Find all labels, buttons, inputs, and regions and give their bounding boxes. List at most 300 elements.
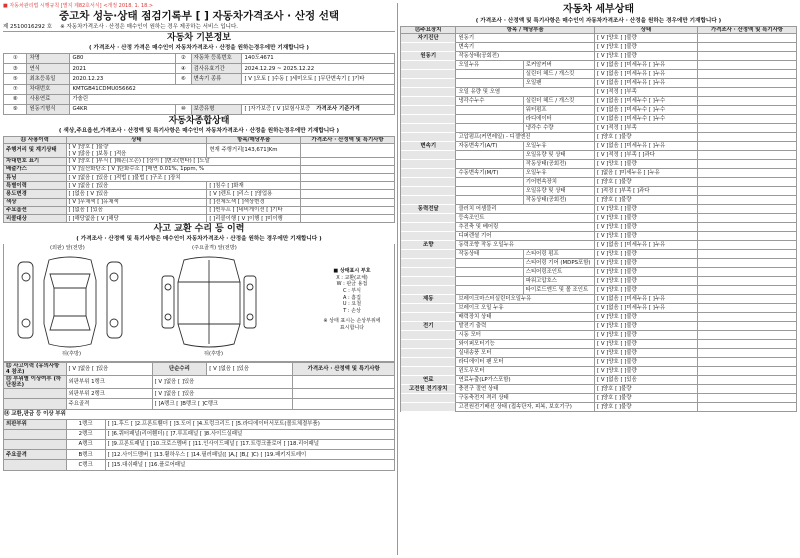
status-item: 특별이력 xyxy=(4,182,67,190)
doc-description: ※ 자동차가격조사 · 산정은 매수인이 원하는 경우 제공하는 서비스 입니다. xyxy=(60,24,239,30)
detail-subitem: 작동상태(공회전) xyxy=(523,160,594,169)
detail-item: 수동변속기(M/T) xyxy=(456,169,523,178)
basic-info-note: ( 가격조사 · 산정 가격은 매수인이 자동차가격조사 · 산정을 원하는경우에만 기재합니다 ) xyxy=(89,45,309,51)
detail-item xyxy=(456,106,523,115)
detail-item: 작동상태(공회전) xyxy=(456,52,595,61)
detail-row xyxy=(401,169,797,178)
detail-item: 추진축 및 베어링 xyxy=(456,223,595,232)
price-note-cell xyxy=(697,43,796,52)
legend-line: A : 흠집 xyxy=(343,294,361,301)
price-note-cell xyxy=(697,349,796,358)
detail-row xyxy=(401,304,797,313)
detail-state: [ V ]양호 [ ]불량 xyxy=(595,268,698,277)
detail-row xyxy=(401,277,797,286)
overall-status-row xyxy=(4,174,395,182)
price-note-cell xyxy=(697,385,796,394)
overall-header-state: 상태 xyxy=(66,137,207,144)
accident-value: [ V ]없음 [ ]있음 xyxy=(152,389,293,399)
overall-status-row xyxy=(4,165,395,173)
detail-item: 브레이크 오일 누유 xyxy=(456,304,595,313)
overall-status-table xyxy=(3,136,395,223)
accident-summary-table xyxy=(3,362,395,409)
status-value: [ V ]일산화탄소 [ V ]탄화수소 [ ]매연 0.01%, 1ppm, % xyxy=(66,165,301,173)
device-group: 제동 xyxy=(401,295,456,304)
basic-info-row xyxy=(4,54,395,64)
price-note-cell xyxy=(697,205,796,214)
price-note-cell xyxy=(697,142,796,151)
price-note-cell xyxy=(697,313,796,322)
exchange-row xyxy=(4,439,395,449)
detail-header-state: 상태 xyxy=(595,27,698,34)
detail-status-table xyxy=(400,26,797,412)
device-group xyxy=(401,196,456,205)
detail-subitem: 실린더 헤드 / 개스킷 xyxy=(523,70,594,79)
status-item: 용도변경 xyxy=(4,190,67,198)
status-value: [ V ]무채색 [ ]유채색 xyxy=(66,198,207,206)
detail-item: 브레이크마스터실린더오일누유 xyxy=(456,295,595,304)
detail-item xyxy=(456,277,523,286)
exchange-title: ⑭ 교환,판금 등 이상 부위 xyxy=(3,410,395,419)
overall-status-row xyxy=(4,190,395,198)
overall-header-part: 항목/해당부품 xyxy=(207,137,301,144)
field-value: G80 xyxy=(70,54,176,64)
accident-part: 외판부위 1랭크 xyxy=(66,376,152,389)
price-note-cell xyxy=(697,304,796,313)
basic-info-row xyxy=(4,104,395,114)
price-note-cell xyxy=(697,394,796,403)
detail-item: 와이퍼모터기능 xyxy=(456,340,595,349)
field-label: 차대번호 xyxy=(27,84,70,94)
exchange-rank: 2랭크 xyxy=(66,429,105,439)
detail-row xyxy=(401,196,797,205)
field-value: 2024.12.29 ~ 2025.12.22 xyxy=(242,64,395,74)
accident-price-label: 가격조사 · 산정액 및 특기사항 xyxy=(293,363,395,376)
price-note-cell xyxy=(697,52,796,61)
accident-label: 단순수리 xyxy=(152,363,207,376)
status-item: 주행거리 및 계기상태 xyxy=(4,144,67,157)
detail-state: [ V ]양호 [ ]불량 xyxy=(595,322,698,331)
exchange-category xyxy=(4,439,67,449)
device-group xyxy=(401,61,456,70)
device-group xyxy=(401,133,456,142)
detail-item: 동력조향 작동 오일누유 xyxy=(456,241,595,250)
exchange-row xyxy=(4,450,395,460)
detail-state: [ V ]없음 [ ]미세누유 [ ]누유 xyxy=(595,142,698,151)
device-group xyxy=(401,223,456,232)
device-group xyxy=(401,304,456,313)
detail-row xyxy=(401,349,797,358)
device-group xyxy=(401,70,456,79)
overall-status-note: ( 색상,주요옵션,가격조사 · 산정액 및 특기사항은 매수인이 자동차가격조사 · 산정을 원하는경우에만 기재합니다 ) xyxy=(58,128,340,135)
legend-line: X : 교환(교체) xyxy=(336,274,368,281)
overall-status-row xyxy=(4,157,395,165)
detail-row xyxy=(401,142,797,151)
status-value: [ ]해당없음 [ V ]해당 xyxy=(66,215,207,223)
device-group xyxy=(401,250,456,259)
detail-state: [ ]없음 [ ]미세누유 [ ]누유 xyxy=(595,169,698,178)
price-note-cell xyxy=(697,250,796,259)
device-group xyxy=(401,178,456,187)
status-value: [ V ]양호 [ ]부식 [ ]훼손(오손) [ ]상이 [ ]변조(변타) [ ]도말 xyxy=(66,157,301,165)
detail-row xyxy=(401,394,797,403)
detail-subitem: 냉각수 수량 xyxy=(523,124,594,133)
device-group xyxy=(401,43,456,52)
accident-row xyxy=(4,363,395,376)
price-note-cell xyxy=(697,124,796,133)
detail-state: [ V ]적정 [ ]부족 xyxy=(595,124,698,133)
detail-item xyxy=(456,259,523,268)
detail-header-item: 항목 / 해당부품 xyxy=(456,27,595,34)
detail-row xyxy=(401,151,797,160)
detail-state: [ V ]양호 [ ]불량 xyxy=(595,286,698,295)
exchange-parts: [ ]9.프론트패널 [ ]10.크로스멤버 [ ]11.인사이드패널 [ ]17.트렁크플로어 [ ]18.리어패널 xyxy=(105,439,394,449)
detail-row xyxy=(401,205,797,214)
detail-state: [ V ]없음 [ ]미세누수 [ ]누수 xyxy=(595,106,698,115)
exchange-category: 주요골격 xyxy=(4,450,67,460)
accident-row xyxy=(4,389,395,399)
price-note-cell xyxy=(697,241,796,250)
device-group xyxy=(401,151,456,160)
detail-subitem: 실린더 헤드 / 개스킷 xyxy=(523,97,594,106)
exchange-rank: 1랭크 xyxy=(66,419,105,429)
exchange-row xyxy=(4,419,395,429)
overall-status-row xyxy=(4,206,395,214)
accident-value: [ V ]없음 [ ]있음 xyxy=(152,376,293,389)
field-value: KMTGB41CDMU056662 xyxy=(70,84,395,94)
price-note-cell xyxy=(301,157,395,165)
device-group xyxy=(401,124,456,133)
legend-line: W : 판금 용접 xyxy=(336,281,368,288)
detail-row xyxy=(401,70,797,79)
status-item: 리콜대상 xyxy=(4,215,67,223)
device-group: 조향 xyxy=(401,241,456,250)
detail-row xyxy=(401,115,797,124)
field-value: 2020.12.23 xyxy=(70,74,176,84)
accident-part: 주요골격 xyxy=(66,399,152,409)
detail-state: [ V ]양호 [ ]불량 xyxy=(595,52,698,61)
price-note-cell xyxy=(697,178,796,187)
status-legend xyxy=(322,268,382,331)
device-group xyxy=(401,358,456,367)
detail-row xyxy=(401,340,797,349)
price-note-cell xyxy=(697,322,796,331)
overall-header-price: 가격조사 · 산정액 및 특기사항 xyxy=(301,137,395,144)
row-number: ① xyxy=(4,54,27,64)
detail-row xyxy=(401,295,797,304)
detail-item: 고압펌프(커먼레일) - 디젤엔진 xyxy=(456,133,595,142)
accident-row xyxy=(4,399,395,409)
device-group: 원동기 xyxy=(401,52,456,61)
field-label: 변속기 종류 xyxy=(191,74,242,84)
detail-item: 오일누유 xyxy=(456,61,523,70)
detail-state: [ V ]양호 [ ]불량 xyxy=(595,223,698,232)
device-group xyxy=(401,88,456,97)
accident-value: [ V ]없음 [ ]있음 xyxy=(207,363,293,376)
detail-item: 시동 모터 xyxy=(456,331,595,340)
detail-row xyxy=(401,52,797,61)
detail-item xyxy=(456,187,523,196)
price-note-cell xyxy=(697,169,796,178)
field-label: 사용연료 xyxy=(27,94,70,104)
price-note-cell xyxy=(697,115,796,124)
field-label: 검사유효기간 xyxy=(191,64,242,74)
accident-history-note: ( 가격조사 · 산정액 및 특기사항은 매수인이 자동차가격조사 · 산정을 원하는 경우에만 기재합니다 ) xyxy=(76,236,322,243)
price-note-cell xyxy=(301,144,395,157)
price-note-cell xyxy=(697,196,796,205)
frame-rear-label: 뒤(후방) xyxy=(204,351,224,358)
price-note-cell xyxy=(697,277,796,286)
exchange-parts: [ ]1.후드 [ ]2.프론트휀더 [ ]3.도어 [ ]4.트렁크리드 [ ]5.라디에이터서포트(볼트체결부품) xyxy=(105,419,394,429)
detail-state: [ V ]양호 [ ]불량 xyxy=(595,340,698,349)
exchange-parts: [ ]15.대쉬패널 [ ]16.플로어패널 xyxy=(105,460,394,470)
exchange-category: 외판부위 xyxy=(4,419,67,429)
detail-state: [ V ]없음 [ ]미세누유 [ ]누유 xyxy=(595,304,698,313)
row-number: ④ xyxy=(176,64,192,74)
field-value: [ V ]오토 [ ]수동 [ ]세미오토 [ ]무단변속기 [ ]기타 xyxy=(242,74,395,84)
device-group xyxy=(401,331,456,340)
price-note-cell xyxy=(301,174,395,182)
row-number: ⑧ xyxy=(4,94,27,104)
detail-item: 작동상태 xyxy=(456,250,523,259)
detail-subitem: 오일누유 xyxy=(523,169,594,178)
basic-info-row xyxy=(4,94,395,104)
overall-status-row xyxy=(4,182,395,190)
left-column xyxy=(3,3,395,555)
detail-item: 발전기 출력 xyxy=(456,322,595,331)
accident-label: ⑬ 부위별 이상여부 (하단참조) xyxy=(4,376,67,389)
device-group xyxy=(401,277,456,286)
overall-status-title: 자동차종합상태 xyxy=(168,116,230,127)
field-value: G4KR xyxy=(70,104,176,114)
legend-line: T : 손상 xyxy=(343,307,361,314)
detail-row xyxy=(401,61,797,70)
detail-status-note: ( 가격조사 · 산정액 및 특기사항은 매수인이 자동차가격조사 · 산정을 원하는 경우에만 기재합니다 ) xyxy=(475,18,722,24)
detail-row xyxy=(401,232,797,241)
detail-row xyxy=(401,223,797,232)
detail-item: 구동축전지 격리 상태 xyxy=(456,394,595,403)
device-group xyxy=(401,79,456,88)
detail-row xyxy=(401,367,797,376)
price-note-cell xyxy=(697,286,796,295)
detail-state: [ V ]양호 [ ]불량 xyxy=(595,43,698,52)
detail-state: [ V ]양호 [ ]불량 xyxy=(595,34,698,43)
device-group xyxy=(401,259,456,268)
detail-item xyxy=(456,151,523,160)
detail-row xyxy=(401,286,797,295)
detail-row xyxy=(401,106,797,115)
field-label: 자동차 등록번호 xyxy=(191,54,242,64)
detail-state: [ ]양호 [ ]불량 xyxy=(595,385,698,394)
detail-item: 라디에이터 팬 모터 xyxy=(456,358,595,367)
detail-state: [ V ]없음 [ ]미세누유 [ ]누유 xyxy=(595,61,698,70)
status-item: 배출가스 xyxy=(4,165,67,173)
outer-rear-label: 뒤(후방) xyxy=(62,351,82,358)
field-label: 가격조사 기준가격 xyxy=(316,106,360,113)
device-group xyxy=(401,349,456,358)
price-note-cell xyxy=(301,182,395,190)
outer-panel-car-icon xyxy=(18,257,122,347)
exchange-parts-table xyxy=(3,419,395,471)
detail-row xyxy=(401,97,797,106)
status-value: [ V ]없음 [ ]있음 [ ]적법 [ ]불법 [ ]구조 [ ]장치 xyxy=(66,174,301,182)
overall-status-row xyxy=(4,215,395,223)
detail-subitem: 파워고압호스 xyxy=(523,277,594,286)
field-value: [ ]자가보증 [ V ]보험사보증 xyxy=(244,106,311,113)
detail-state: [ ]양호 [ ]불량 xyxy=(595,133,698,142)
accident-row xyxy=(4,376,395,389)
detail-item xyxy=(456,124,523,133)
price-note-cell xyxy=(697,376,796,385)
detail-state: [ ]양호 [ ]불량 xyxy=(595,394,698,403)
device-group xyxy=(401,394,456,403)
detail-state: [ V ]없음 [ ]미세누유 [ ]누유 xyxy=(595,70,698,79)
status-item: 튜닝 xyxy=(4,174,67,182)
detail-row xyxy=(401,250,797,259)
price-note-cell xyxy=(697,88,796,97)
accident-value: [ V ]없음 [ ]있음 xyxy=(66,363,152,376)
device-group: 동력전달 xyxy=(401,205,456,214)
device-group xyxy=(401,115,456,124)
detail-state: [ ]양호 [ ]불량 xyxy=(595,403,698,412)
price-note-cell xyxy=(697,106,796,115)
doc-number: 제 2510016292 호 xyxy=(3,24,53,30)
price-note-cell xyxy=(301,190,395,198)
status-part: [ ]전체도색 [ ]색상변경 xyxy=(207,198,301,206)
detail-row xyxy=(401,376,797,385)
status-part: [ V ]렌트 [ ]리스 [ ]영업용 xyxy=(207,190,301,198)
detail-item xyxy=(456,70,523,79)
price-note-cell xyxy=(293,399,395,409)
device-group: 연료 xyxy=(401,376,456,385)
device-group xyxy=(401,106,456,115)
legend-line: C : 부식 xyxy=(342,288,361,295)
price-note-cell xyxy=(697,331,796,340)
exchange-parts: [ ]6.쿼터패널(리어휀더) [ ]7.루프패널 [ ]8.사이드실패널 xyxy=(105,429,394,439)
device-group xyxy=(401,214,456,223)
detail-item xyxy=(456,115,523,124)
price-note-cell xyxy=(697,70,796,79)
detail-state: [ ]적정 [ ]부족 [ ]과다 xyxy=(595,187,698,196)
detail-row xyxy=(401,268,797,277)
device-group xyxy=(401,268,456,277)
price-note-cell xyxy=(293,376,395,389)
price-note-cell xyxy=(697,151,796,160)
detail-state: [ V ]양호 [ ]불량 xyxy=(595,259,698,268)
detail-item xyxy=(456,196,523,205)
detail-subitem: 오일유량 및 상태 xyxy=(523,187,594,196)
detail-state: [ V ]적정 [ ]부족 xyxy=(595,88,698,97)
detail-item: 충전구 절연 상태 xyxy=(456,385,595,394)
price-note-cell xyxy=(697,223,796,232)
detail-row xyxy=(401,358,797,367)
device-group xyxy=(401,187,456,196)
accident-value: [ ]A랭크 [ ]B랭크 [ ]C랭크 xyxy=(152,399,293,409)
doc-number-line xyxy=(3,23,395,32)
row-number: ② xyxy=(176,54,192,64)
detail-row xyxy=(401,322,797,331)
device-group xyxy=(401,313,456,322)
price-note-cell xyxy=(697,358,796,367)
legend-line: U : 요철 xyxy=(342,301,362,308)
detail-state: [ V ]양호 [ ]불량 xyxy=(595,232,698,241)
device-group xyxy=(401,286,456,295)
detail-state: [ V ]양호 [ ]불량 xyxy=(595,313,698,322)
car-outline-drawings xyxy=(4,252,304,356)
price-note-cell xyxy=(293,389,395,399)
accident-label xyxy=(4,389,67,399)
detail-subitem: 로커암커버 xyxy=(523,61,594,70)
device-group xyxy=(401,97,456,106)
outer-front-label: (외판) 앞(전방) xyxy=(50,245,85,252)
legend-note: ※ 상태 표시는 손상부위에 표시합니다 xyxy=(323,318,381,331)
device-group: 전기 xyxy=(401,322,456,331)
detail-row xyxy=(401,79,797,88)
detail-row xyxy=(401,133,797,142)
detail-header-price: 가격조사 · 산정액 및 특기사항 xyxy=(697,27,796,34)
row-number: ⑥ xyxy=(176,74,192,84)
detail-subitem: 오일유량 및 상태 xyxy=(523,151,594,160)
accident-part: 외판부위 2랭크 xyxy=(66,389,152,399)
detail-subitem: 기어변속장치 xyxy=(523,178,594,187)
detail-item: 클러치 어셈블리 xyxy=(456,205,595,214)
exchange-row xyxy=(4,429,395,439)
exchange-rank: C랭크 xyxy=(66,460,105,470)
price-note-cell xyxy=(697,214,796,223)
detail-row xyxy=(401,124,797,133)
field-value: 2021 xyxy=(70,64,176,74)
detail-item xyxy=(456,286,523,295)
detail-item: 연료누출(LP가스포함) xyxy=(456,376,595,385)
form-reference-note: ■ 자동차관리법 시행규칙 [별지 제82호서식] <개정 2018. 1. 18.> xyxy=(3,3,154,9)
status-item: 색상 xyxy=(4,198,67,206)
detail-state: [ V ]양호 [ ]불량 xyxy=(595,214,698,223)
car-damage-diagram xyxy=(3,244,395,362)
device-group xyxy=(401,160,456,169)
detail-header-device: ⑮주요장치 xyxy=(401,27,456,34)
detail-subitem: 오일누유 xyxy=(523,142,594,151)
detail-item: 냉각수누수 xyxy=(456,97,523,106)
status-value: [ V ]양호 [ ]불량 [ V ]많음 [ ]보통 [ ]적음 xyxy=(66,144,207,157)
row-number: ③ xyxy=(4,64,27,74)
price-note-cell xyxy=(697,268,796,277)
price-note-cell xyxy=(697,295,796,304)
field-label: 보증유형 xyxy=(191,104,242,114)
detail-state: [ ]양호 [ ]불량 xyxy=(595,196,698,205)
detail-state: [ V ]없음 [ ]미세누수 [ ]누수 xyxy=(595,115,698,124)
detail-state: [ V ]없음 [ ]미세누유 [ ]누유 xyxy=(595,295,698,304)
price-note-cell xyxy=(697,34,796,43)
detail-subitem: 타이로드엔드 및 볼 조인트 xyxy=(523,286,594,295)
detail-state: [ V ]양호 [ ]불량 xyxy=(595,331,698,340)
exchange-row xyxy=(4,460,395,470)
detail-status-title: 자동차 세부상태 xyxy=(562,4,635,15)
status-part: [ ]리콜이행 [ V ]이행 [ ]미이행 xyxy=(207,215,301,223)
detail-row xyxy=(401,160,797,169)
device-group xyxy=(401,232,456,241)
right-column xyxy=(400,3,797,555)
row-number: ⑤ xyxy=(4,74,27,84)
price-note-cell xyxy=(301,198,395,206)
detail-item: 등속조인트 xyxy=(456,214,595,223)
detail-state: [ ]양호 [ ]불량 xyxy=(595,178,698,187)
detail-item: 고전원전기배선 상태 (접속단자, 피복, 보호기구) xyxy=(456,403,595,412)
exchange-category xyxy=(4,429,67,439)
price-note-cell xyxy=(301,165,395,173)
detail-row xyxy=(401,88,797,97)
device-group: 변속기 xyxy=(401,142,456,151)
price-note-cell xyxy=(697,340,796,349)
detail-row xyxy=(401,241,797,250)
